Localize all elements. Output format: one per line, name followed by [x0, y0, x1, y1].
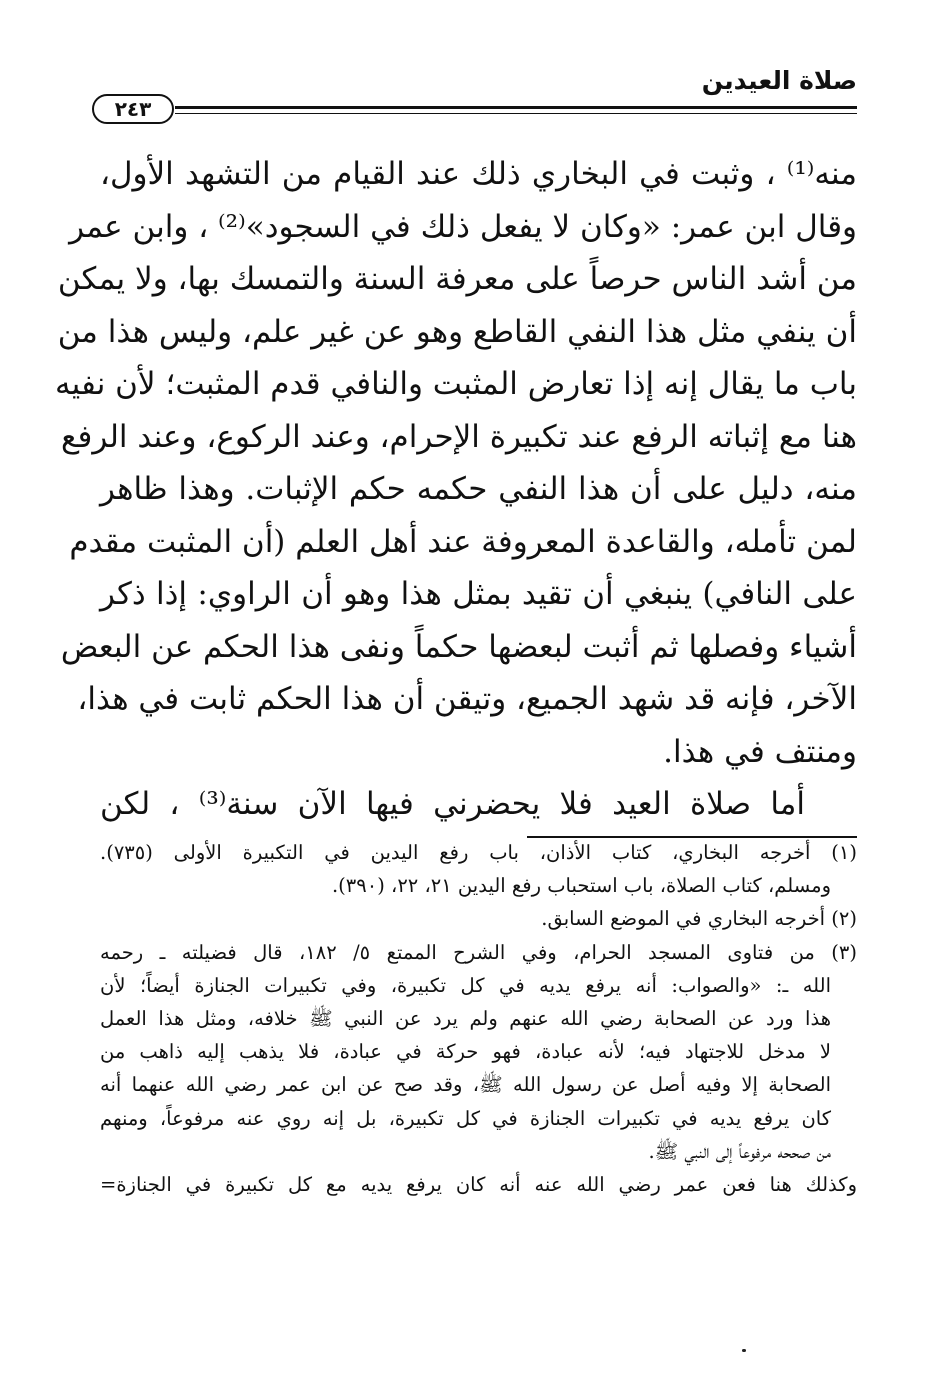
footnote-line: ومسلم، كتاب الصلاة، باب استحباب رفع اليدين ٢١، ٢٢، (٣٩٠). [331, 874, 831, 898]
scan-speck [742, 1349, 746, 1352]
running-title: صلاة العيدين [701, 66, 857, 95]
text-line: أما صلاة العيد فلا يحضرني فيها الآن سنة⁽³⁾ ، لكن [100, 786, 806, 822]
footnote-line: لا مدخل للاجتهاد فيه؛ لأنه عبادة، فهو حركة في عبادة، فلا يذهب إليه ذاهب من [100, 1040, 831, 1064]
footnote-line: الله ـ: «والصواب: أنه يرفع يديه في كل تكبيرة، وفي تكبيرات الجنازة أيضاً؛ لأن [100, 973, 831, 997]
header-rule-thin [175, 113, 857, 114]
footnote-line: (٢) أخرجه البخاري في الموضع السابق. [541, 907, 857, 931]
footnote-line: (١) أخرجه البخاري، كتاب الأذان، باب رفع اليدين في التكبيرة الأولى (٧٣٥). [100, 841, 857, 864]
header-rule [175, 106, 857, 109]
footnote-line: من صححه مرفوعاً إلى النبي ﷺ. [648, 1139, 831, 1163]
text-line: منه، دليل على أن هذا النفي حكمه حكم الإثبات. وهذا ظاهر [100, 471, 857, 507]
text-line: وقال ابن عمر: «وكان لا يفعل ذلك في السجود»⁽²⁾ ، وابن عمر [69, 208, 857, 245]
text-line: الآخر، فإنه قد شهد الجميع، وتيقن أن هذا الحكم ثابت في هذا، [77, 681, 857, 717]
footnotes [100, 836, 857, 1201]
text-line: لمن تأمله، والقاعدة المعروفة عند أهل العلم (أن المثبت مقدم [69, 523, 857, 560]
footnote-line: كان يرفع يديه في تكبيرات الجنازة في كل تكبيرة، بل إنه روي عنه مرفوعاً، ومنهم [100, 1106, 831, 1130]
text-line: أشياء وفصلها ثم أثبت لبعضها حكماً ونفى هذا الحكم عن البعض [60, 628, 857, 665]
main-text [55, 148, 857, 831]
footnote-line: (٣) من فتاوى المسجد الحرام، وفي الشرح الممتع ٥/ ١٨٢، قال فضيلته ـ رحمه [100, 940, 857, 964]
text-line: منه⁽¹⁾ ، وثبت في البخاري ذلك عند القيام من التشهد الأول، [100, 156, 857, 192]
text-line: أن ينفي مثل هذا النفي القاطع وهو عن غير علم، وليس هذا من [57, 313, 857, 350]
text-line: من أشد الناس حرصاً على معرفة السنة والتمسك بها، ولا يمكن [57, 261, 857, 297]
text-line: باب ما يقال إنه إذا تعارض المثبت والنافي قدم المثبت؛ لأن نفيه [55, 366, 857, 402]
text-line: على النافي) ينبغي أن تقيد بمثل هذا وهو أن الراوي: إذا ذكر [100, 576, 857, 612]
footnote-line: الصحابة إلا وفيه أصل عن رسول الله ﷺ، وقد صح عن ابن عمر رضي الله عنهما أنه [100, 1073, 831, 1097]
footnote-line: وكذلك هنا فعن عمر رضي الله عنه أنه كان يرفع يديه مع كل تكبيرة في الجنازة= [100, 1173, 857, 1197]
footnote-line: هذا ورد عن الصحابة رضي الله عنهم ولم يرد عن النبي ﷺ خلافه، ومثل هذا العمل [100, 1007, 831, 1031]
page-number: ٢٤٣ [92, 94, 174, 124]
text-line: ومنتف في هذا. [663, 733, 857, 770]
text-line: هنا مع إثباته الرفع عند تكبيرة الإحرام، وعند الركوع، وعند الرفع [61, 418, 857, 455]
